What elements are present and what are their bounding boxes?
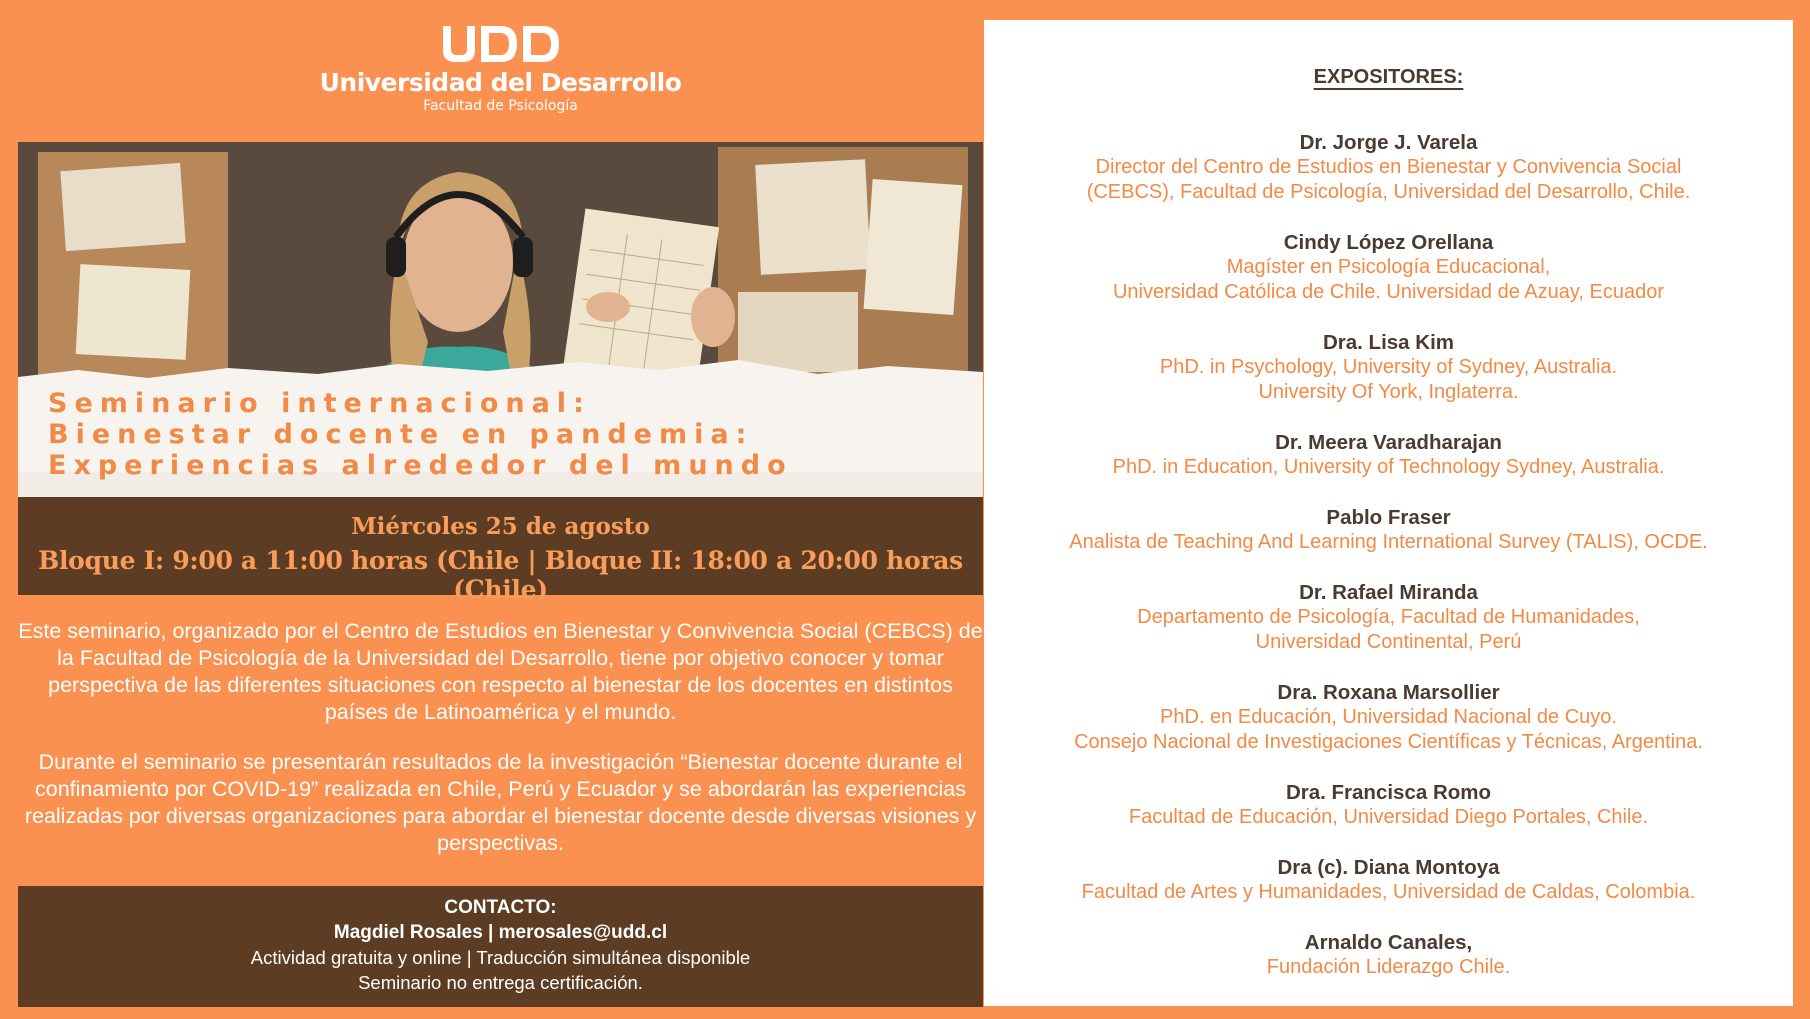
speaker-item bbox=[984, 505, 1793, 555]
speaker-name: Dra. Francisca Romo bbox=[1285, 781, 1492, 804]
speaker-item bbox=[984, 680, 1793, 755]
seminar-title-line: Experiencias alrededor del mundo bbox=[48, 450, 793, 481]
expositores-heading-text: EXPOSITORES: bbox=[1313, 66, 1464, 88]
logo-university-name: Universidad del Desarrollo bbox=[319, 68, 682, 97]
speaker-role: Universidad Continental, Perú bbox=[1255, 631, 1522, 653]
seminar-title-line: Seminario internacional: bbox=[48, 388, 591, 419]
speaker-name: Pablo Fraser bbox=[1326, 506, 1451, 529]
speakers-panel bbox=[984, 20, 1793, 1006]
speaker-role: PhD. in Education, University of Technology Sydney, Australia. bbox=[1112, 456, 1665, 478]
logo-faculty-name: Facultad de Psicología bbox=[423, 98, 578, 114]
speaker-item bbox=[984, 855, 1793, 905]
speaker-name: Arnaldo Canales, bbox=[1304, 931, 1473, 954]
speaker-role: Magíster en Psicología Educacional, bbox=[1226, 256, 1551, 278]
speaker-name: Dr. Jorge J. Varela bbox=[1299, 131, 1478, 154]
speaker-role: Fundación Liderazgo Chile. bbox=[1266, 956, 1511, 978]
seminar-title bbox=[48, 388, 793, 481]
speaker-role: PhD. en Educación, Universidad Nacional de Cuyo. bbox=[1160, 706, 1617, 728]
contact-name-email: Magdiel Rosales | merosales@udd.cl bbox=[333, 922, 668, 943]
description bbox=[18, 618, 983, 880]
speaker-list bbox=[984, 130, 1793, 1005]
contact-info-line: Seminario no entrega certificación. bbox=[358, 972, 643, 993]
speaker-role: Analista de Teaching And Learning International Survey (TALIS), OCDE. bbox=[1069, 531, 1708, 553]
contact-title: CONTACTO: bbox=[444, 897, 557, 918]
speaker-name: Cindy López Orellana bbox=[1283, 231, 1494, 254]
speaker-item bbox=[984, 330, 1793, 405]
left-panel bbox=[18, 0, 983, 1019]
speaker-role: Departamento de Psicología, Facultad de Humanidades, bbox=[1137, 606, 1640, 628]
speaker-role: Facultad de Educación, Universidad Diego Portales, Chile. bbox=[1128, 806, 1649, 828]
speaker-item bbox=[984, 430, 1793, 480]
hero-photo bbox=[18, 142, 983, 497]
speaker-name: Dra. Lisa Kim bbox=[1322, 331, 1455, 354]
udd-logo-mark bbox=[439, 22, 563, 66]
speaker-item bbox=[984, 930, 1793, 980]
speaker-role: Universidad Católica de Chile. Universidad de Azuay, Ecuador bbox=[1112, 281, 1665, 303]
event-date: Miércoles 25 de agosto bbox=[351, 513, 650, 540]
speaker-name: Dra (c). Diana Montoya bbox=[1277, 856, 1500, 879]
speaker-role: PhD. in Psychology, University of Sydney, Australia. bbox=[1159, 356, 1618, 378]
date-band bbox=[18, 497, 983, 604]
speaker-role: Consejo Nacional de Investigaciones Científicas y Técnicas, Argentina. bbox=[1074, 731, 1703, 753]
speaker-role: Facultad de Artes y Humanidades, Universidad de Caldas, Colombia. bbox=[1081, 881, 1696, 903]
speaker-name: Dra. Roxana Marsollier bbox=[1277, 681, 1500, 704]
speaker-item bbox=[984, 780, 1793, 830]
speaker-name: Dr. Rafael Miranda bbox=[1299, 581, 1478, 604]
speaker-item bbox=[984, 230, 1793, 305]
expositores-heading bbox=[984, 66, 1793, 89]
udd-logo bbox=[18, 22, 983, 114]
description-paragraph: Durante el seminario se presentarán resultados de la investigación “Bienestar docente durante el confinamiento por COVID-19” realizada en Chile, Perú y Ecuador y se abordarán las experiencias realizadas por diversas organizaciones para abordar el bienestar docente desde diversas visiones y perspectivas. bbox=[24, 750, 977, 855]
seminar-title-line: Bienestar docente en pandemia: bbox=[48, 419, 754, 450]
speaker-role: (CEBCS), Facultad de Psicología, Universidad del Desarrollo, Chile. bbox=[1086, 181, 1691, 203]
contact-info-line: Actividad gratuita y online | Traducción simultánea disponible bbox=[250, 947, 751, 968]
speaker-role: Director del Centro de Estudios en Bienestar y Convivencia Social bbox=[1095, 156, 1682, 178]
speaker-item bbox=[984, 580, 1793, 655]
description-paragraph: Este seminario, organizado por el Centro de Estudios en Bienestar y Convivencia Social (CEBCS) de la Facultad de Psicología de la Universidad del Desarrollo, tiene por objetivo conocer y tomar perspectiva de las diferentes situaciones con respecto al bienestar de los docentes en distintos países de Latinoamérica y el mundo. bbox=[18, 619, 983, 724]
event-schedule: Bloque I: 9:00 a 11:00 horas (Chile | Bloque II: 18:00 a 20:00 horas (Chile) bbox=[38, 546, 963, 604]
contact-box bbox=[18, 886, 983, 1007]
speaker-item bbox=[984, 130, 1793, 205]
speaker-name: Dr. Meera Varadharajan bbox=[1275, 431, 1502, 454]
speaker-role: University Of York, Inglaterra. bbox=[1258, 381, 1519, 403]
